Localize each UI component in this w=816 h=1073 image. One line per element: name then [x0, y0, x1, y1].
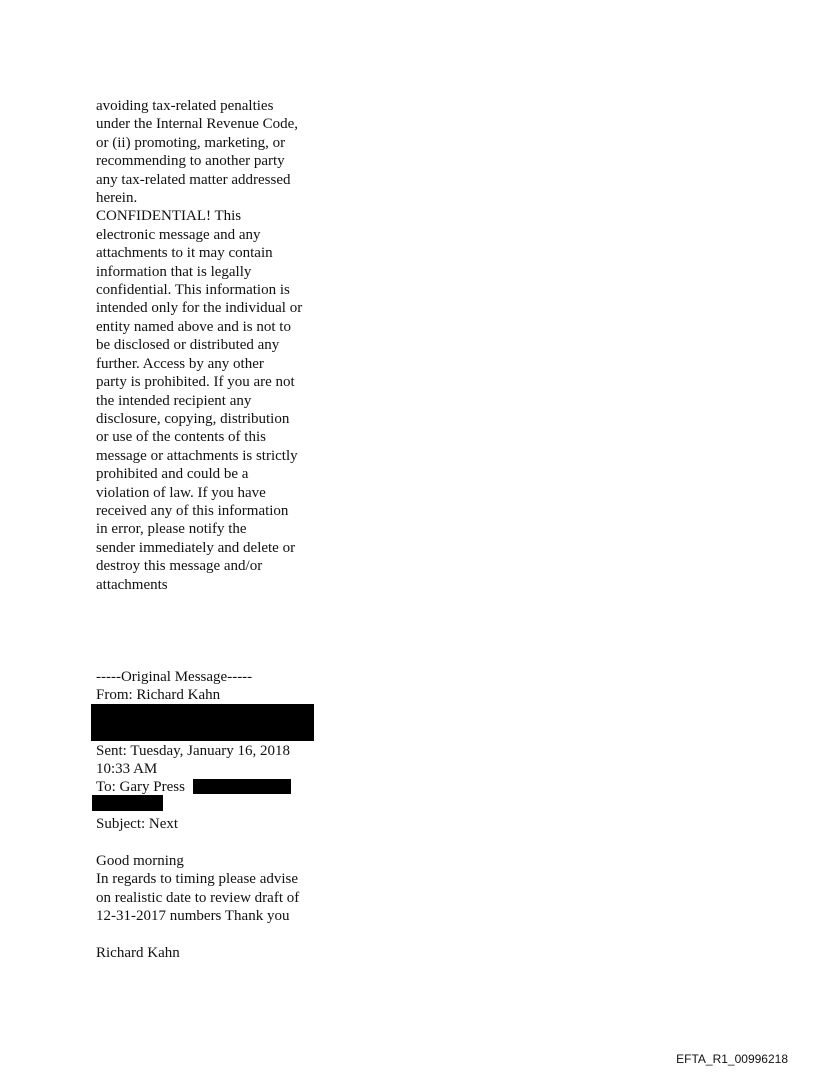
subject-line: Subject: Next	[96, 816, 179, 833]
document-id: EFTA_R1_00996218	[676, 1052, 788, 1066]
disclaimer-line: received any of this information	[96, 502, 289, 519]
from-line: From: Richard Kahn	[96, 687, 221, 704]
disclaimer-line: be disclosed or distributed any	[96, 337, 280, 354]
body-line: In regards to timing please advise	[96, 871, 299, 888]
disclaimer-line: destroy this message and/or	[96, 558, 263, 575]
disclaimer-line: confidential. This information is	[96, 282, 290, 299]
disclaimer-line: attachments to it may contain	[96, 245, 273, 262]
disclaimer-line: herein.	[96, 190, 138, 207]
disclaimer-line: any tax-related matter addressed	[96, 171, 291, 188]
redaction-box-to-email	[193, 779, 291, 794]
disclaimer-line: disclosure, copying, distribution	[96, 410, 290, 427]
disclaimer-line: under the Internal Revenue Code,	[96, 116, 299, 133]
disclaimer-line: the intended recipient any	[96, 392, 252, 409]
disclaimer-line: recommending to another party	[96, 153, 285, 170]
disclaimer-line: information that is legally	[96, 263, 252, 280]
disclaimer-line: violation of law. If you have	[96, 484, 266, 501]
signature: Richard Kahn	[96, 945, 180, 962]
disclaimer-line: sender immediately and delete or	[96, 539, 296, 556]
confidentiality-disclaimer	[96, 97, 328, 594]
sent-line: Sent: Tuesday, January 16, 2018	[96, 742, 291, 759]
disclaimer-line: or (ii) promoting, marketing, or	[96, 134, 286, 151]
blank-line	[96, 834, 328, 852]
redaction-box-from-email	[91, 704, 314, 741]
sent-time-line: 10:33 AM	[96, 761, 158, 777]
body-greeting: Good morning	[96, 853, 184, 869]
disclaimer-line: or use of the contents of this	[96, 429, 266, 446]
disclaimer-line: party is prohibited. If you are not	[96, 374, 295, 391]
disclaimer-line: CONFIDENTIAL! This	[96, 208, 242, 225]
disclaimer-line: message or attachments is strictly	[96, 447, 298, 464]
disclaimer-line: entity named above and is not to	[96, 318, 291, 335]
disclaimer-line: avoiding tax-related penalties	[96, 98, 274, 114]
disclaimer-line: electronic message and any	[96, 226, 261, 243]
disclaimer-line: prohibited and could be a	[96, 466, 249, 483]
disclaimer-line: further. Access by any other	[96, 355, 264, 372]
to-line: To: Gary Press	[96, 779, 185, 796]
disclaimer-line: in error, please notify the	[96, 521, 247, 538]
blank-line	[96, 926, 328, 944]
original-message-separator: -----Original Message-----	[96, 669, 253, 685]
disclaimer-line: attachments	[96, 576, 168, 593]
disclaimer-line: intended only for the individual or	[96, 300, 303, 317]
body-line: on realistic date to review draft of	[96, 889, 300, 906]
redaction-box-to-email-continued	[92, 795, 163, 811]
body-line: 12-31-2017 numbers Thank you	[96, 908, 290, 925]
